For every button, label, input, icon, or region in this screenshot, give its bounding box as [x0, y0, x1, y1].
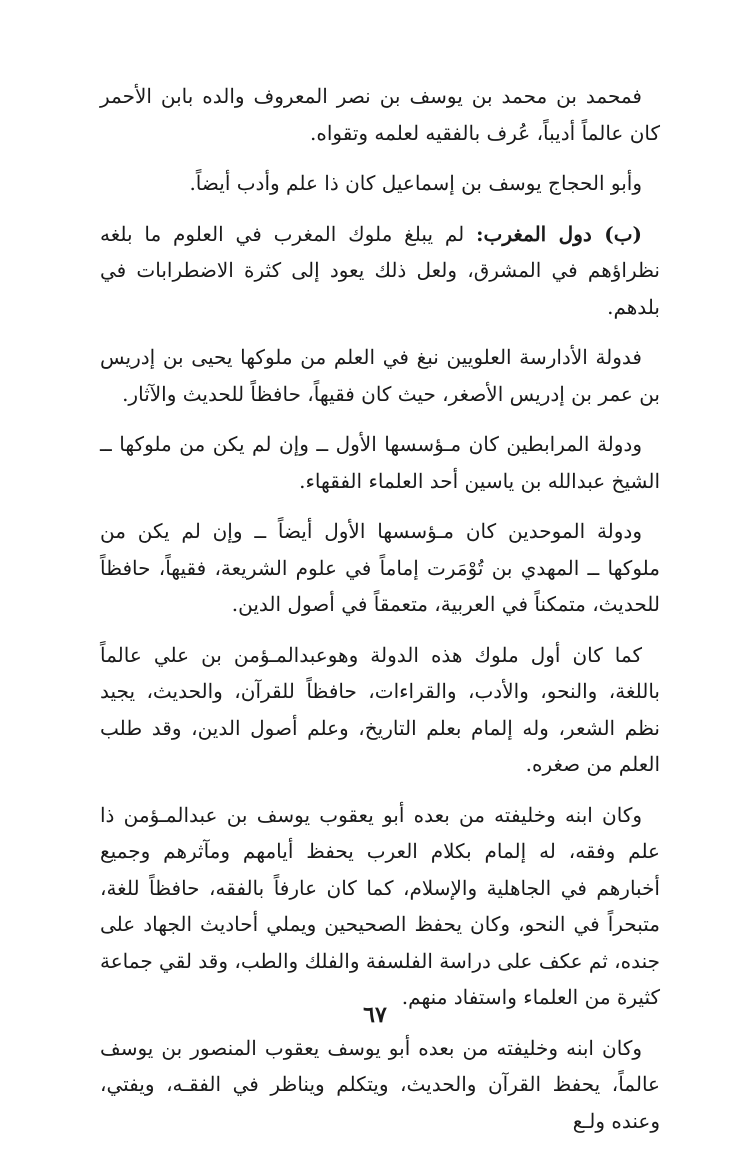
paragraph-2-text: وأبو الحجاج يوسف بن إسماعيل كان ذا علم وأدب أيضاً.	[189, 171, 642, 195]
paragraph-8	[100, 797, 660, 1016]
paragraph-8-text: وكان ابنه وخليفته من بعده أبو يعقوب يوسف بن عبدالمـؤمن ذا علم وفقه، له إلمام بكلام العرب يحفظ أيامهم ومآثرهم وجميع أخبارهم في الجاهلية والإسلام، كما كان عارفاً بالفقه، حافظاً للغة، متبحراً في النحو، وكان يحفظ الصحيحين ويملي أحاديث الجهاد على جنده، ثم عكف على دراسة الفلسفة والفلك والطب، وقد لقي جماعة كثيرة من العلماء واستفاد منهم.	[100, 802, 660, 1009]
paragraph-6-text: ودولة الموحدين كان مـؤسسها الأول أيضاً ــ وإن لم يكن من ملوكها ــ المهدي بن تُوْمَرت إماماً في علوم الشريعة، فقيهاً، حافظاً للحديث، متمكناً في العربية، متعمقاً في أصول الدين.	[100, 519, 660, 616]
paragraph-7	[100, 637, 660, 783]
paragraph-1-text: فمحمد بن محمد بن يوسف بن نصر المعروف والده بابن الأحمر كان عالماً أديباً، عُرف بالفقيه لعلمه وتقواه.	[100, 84, 660, 145]
paragraph-6	[100, 513, 660, 623]
paragraph-5	[100, 426, 660, 499]
paragraph-9	[100, 1030, 660, 1140]
paragraph-4	[100, 339, 660, 412]
page-number: ٦٧	[363, 1002, 387, 1028]
paragraph-1	[100, 78, 660, 151]
paragraph-7-text: كما كان أول ملوك هذه الدولة وهوعبدالمـؤمن بن علي عالماً باللغة، والنحو، والأدب، والقراءات، حافظاً للقرآن، والحديث، يجيد نظم الشعر، وله إلمام بعلم التاريخ، وعلم أصول الدين، وقد طلب العلم من صغره.	[100, 642, 660, 776]
paragraph-9-text: وكان ابنه وخليفته من بعده أبو يوسف يعقوب المنصور بن يوسف عالماً، يحفظ القرآن والحديث، ويتكلم ويناظر في الفقـه، ويفتي، وعنده ولـع	[100, 1035, 660, 1133]
paragraph-4-text: فدولة الأدارسة العلويين نبغ في العلم من ملوكها يحيى بن إدريس بن عمر بن إدريس الأصغر، حيث كان فقيهاً، حافظاً للحديث والآثار.	[100, 345, 660, 406]
page-body	[100, 78, 660, 1153]
paragraph-3-text: لم يبلغ ملوك المغرب في العلوم ما بلغه نظراؤهم في المشرق، ولعل ذلك يعود إلى كثرة الاضطرابات في بلدهم.	[100, 221, 660, 319]
section-heading-maghreb: (ب) دول المغرب:	[476, 221, 642, 246]
paragraph-3	[100, 216, 660, 326]
paragraph-5-text: ودولة المرابطين كان مـؤسسها الأول ــ وإن لم يكن من ملوكها ــ الشيخ عبدالله بن ياسين أحد العلماء الفقهاء.	[100, 432, 660, 493]
paragraph-2	[100, 165, 660, 202]
